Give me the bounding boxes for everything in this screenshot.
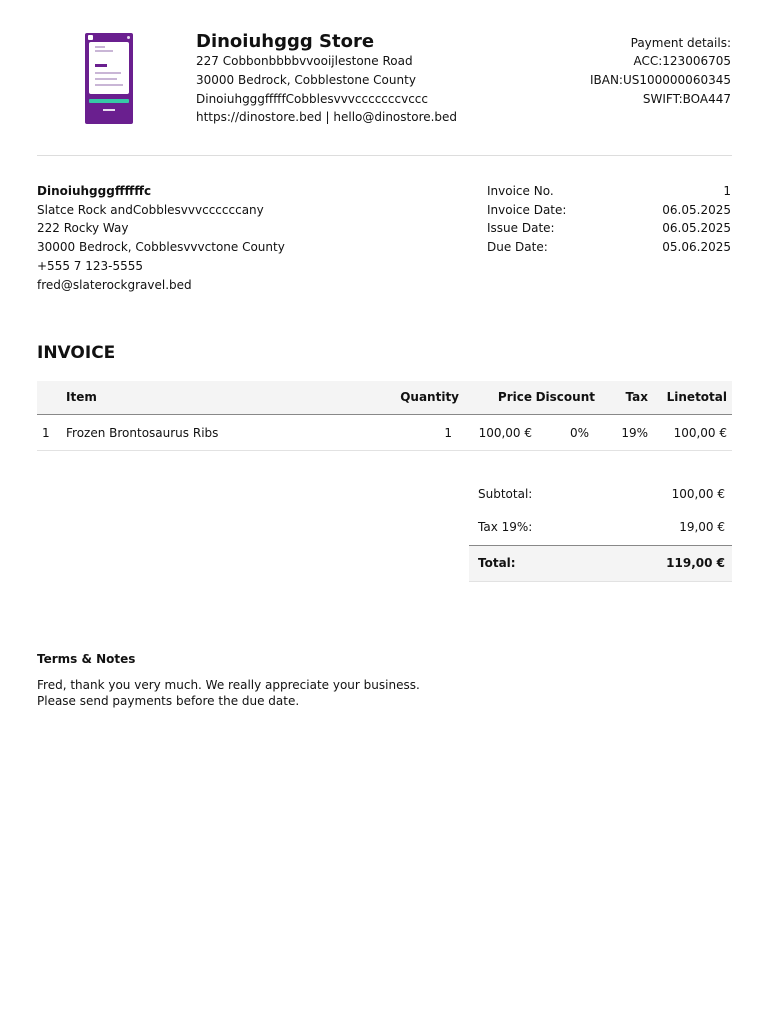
payment-swift: SWIFT:BOA447 bbox=[642, 92, 731, 106]
header-discount: Discount bbox=[535, 390, 595, 404]
payment-title: Payment details: bbox=[630, 36, 731, 50]
logo-footer bbox=[103, 109, 115, 111]
customer-company: Slatce Rock andCobblesvvvccccccany bbox=[37, 203, 264, 217]
row-discount: 0% bbox=[569, 426, 589, 440]
logo-button bbox=[89, 99, 129, 103]
invoice-number-label: Invoice No. bbox=[487, 184, 554, 198]
store-name: Dinoiuhggg Store bbox=[196, 31, 375, 52]
header-linetotal: Linetotal bbox=[666, 390, 727, 404]
logo-price bbox=[95, 64, 107, 67]
subtotal-value: 100,00 € bbox=[671, 487, 725, 501]
due-date: 05.06.2025 bbox=[662, 240, 731, 254]
total-label: Total: bbox=[478, 556, 516, 570]
header-price: Price bbox=[497, 390, 532, 404]
header-tax: Tax bbox=[625, 390, 648, 404]
tax-label: Tax 19%: bbox=[478, 520, 533, 534]
row-linetotal: 100,00 € bbox=[673, 426, 727, 440]
row-tax: 19% bbox=[621, 426, 648, 440]
invoice-date-label: Invoice Date: bbox=[487, 203, 567, 217]
row-index: 1 bbox=[42, 426, 50, 440]
header-quantity: Quantity bbox=[400, 390, 459, 404]
issue-date-label: Issue Date: bbox=[487, 221, 555, 235]
customer-street: 222 Rocky Way bbox=[37, 221, 129, 235]
row-item: Frozen Brontosaurus Ribs bbox=[66, 426, 219, 440]
terms-line2: Please send payments before the due date. bbox=[37, 694, 300, 708]
store-address-line3: DinoiuhgggfffffCobblesvvvcccccccvccc bbox=[196, 92, 428, 106]
store-logo bbox=[85, 33, 133, 124]
row-quantity: 1 bbox=[444, 426, 452, 440]
logo-dot bbox=[127, 36, 130, 39]
due-date-label: Due Date: bbox=[487, 240, 548, 254]
row-price: 100,00 € bbox=[478, 426, 532, 440]
logo-line bbox=[95, 78, 117, 80]
terms-line1: Fred, thank you very much. We really appreciate your business. bbox=[37, 678, 420, 692]
terms-title: Terms & Notes bbox=[37, 652, 136, 666]
logo-line bbox=[95, 46, 105, 48]
document-title: INVOICE bbox=[37, 343, 116, 363]
subtotal-label: Subtotal: bbox=[478, 487, 533, 501]
customer-phone: +555 7 123-5555 bbox=[37, 259, 143, 273]
header-item: Item bbox=[66, 390, 97, 404]
total-value: 119,00 € bbox=[666, 556, 725, 570]
logo-card bbox=[89, 42, 129, 94]
payment-iban: IBAN:US100000060345 bbox=[589, 73, 731, 87]
store-address-line1: 227 Cobbonbbbbvvooijlestone Road bbox=[196, 54, 413, 68]
store-contact: https://dinostore.bed | hello@dinostore.bed bbox=[196, 110, 458, 124]
logo-line bbox=[95, 50, 113, 52]
items-table-header bbox=[37, 381, 732, 415]
customer-email: fred@slaterockgravel.bed bbox=[37, 278, 192, 292]
logo-line bbox=[95, 72, 121, 74]
customer-city: 30000 Bedrock, Cobblesvvvctone County bbox=[37, 240, 285, 254]
header-divider bbox=[37, 155, 732, 156]
payment-acc: ACC:123006705 bbox=[633, 54, 731, 68]
customer-name: Dinoiuhgggffffffc bbox=[37, 184, 152, 198]
logo-line bbox=[95, 84, 123, 86]
invoice-number: 1 bbox=[723, 184, 731, 198]
invoice-date: 06.05.2025 bbox=[662, 203, 731, 217]
tax-value: 19,00 € bbox=[679, 520, 725, 534]
logo-mark bbox=[88, 35, 93, 40]
store-address-line2: 30000 Bedrock, Cobblestone County bbox=[196, 73, 416, 87]
issue-date: 06.05.2025 bbox=[662, 221, 731, 235]
table-row bbox=[37, 415, 732, 451]
